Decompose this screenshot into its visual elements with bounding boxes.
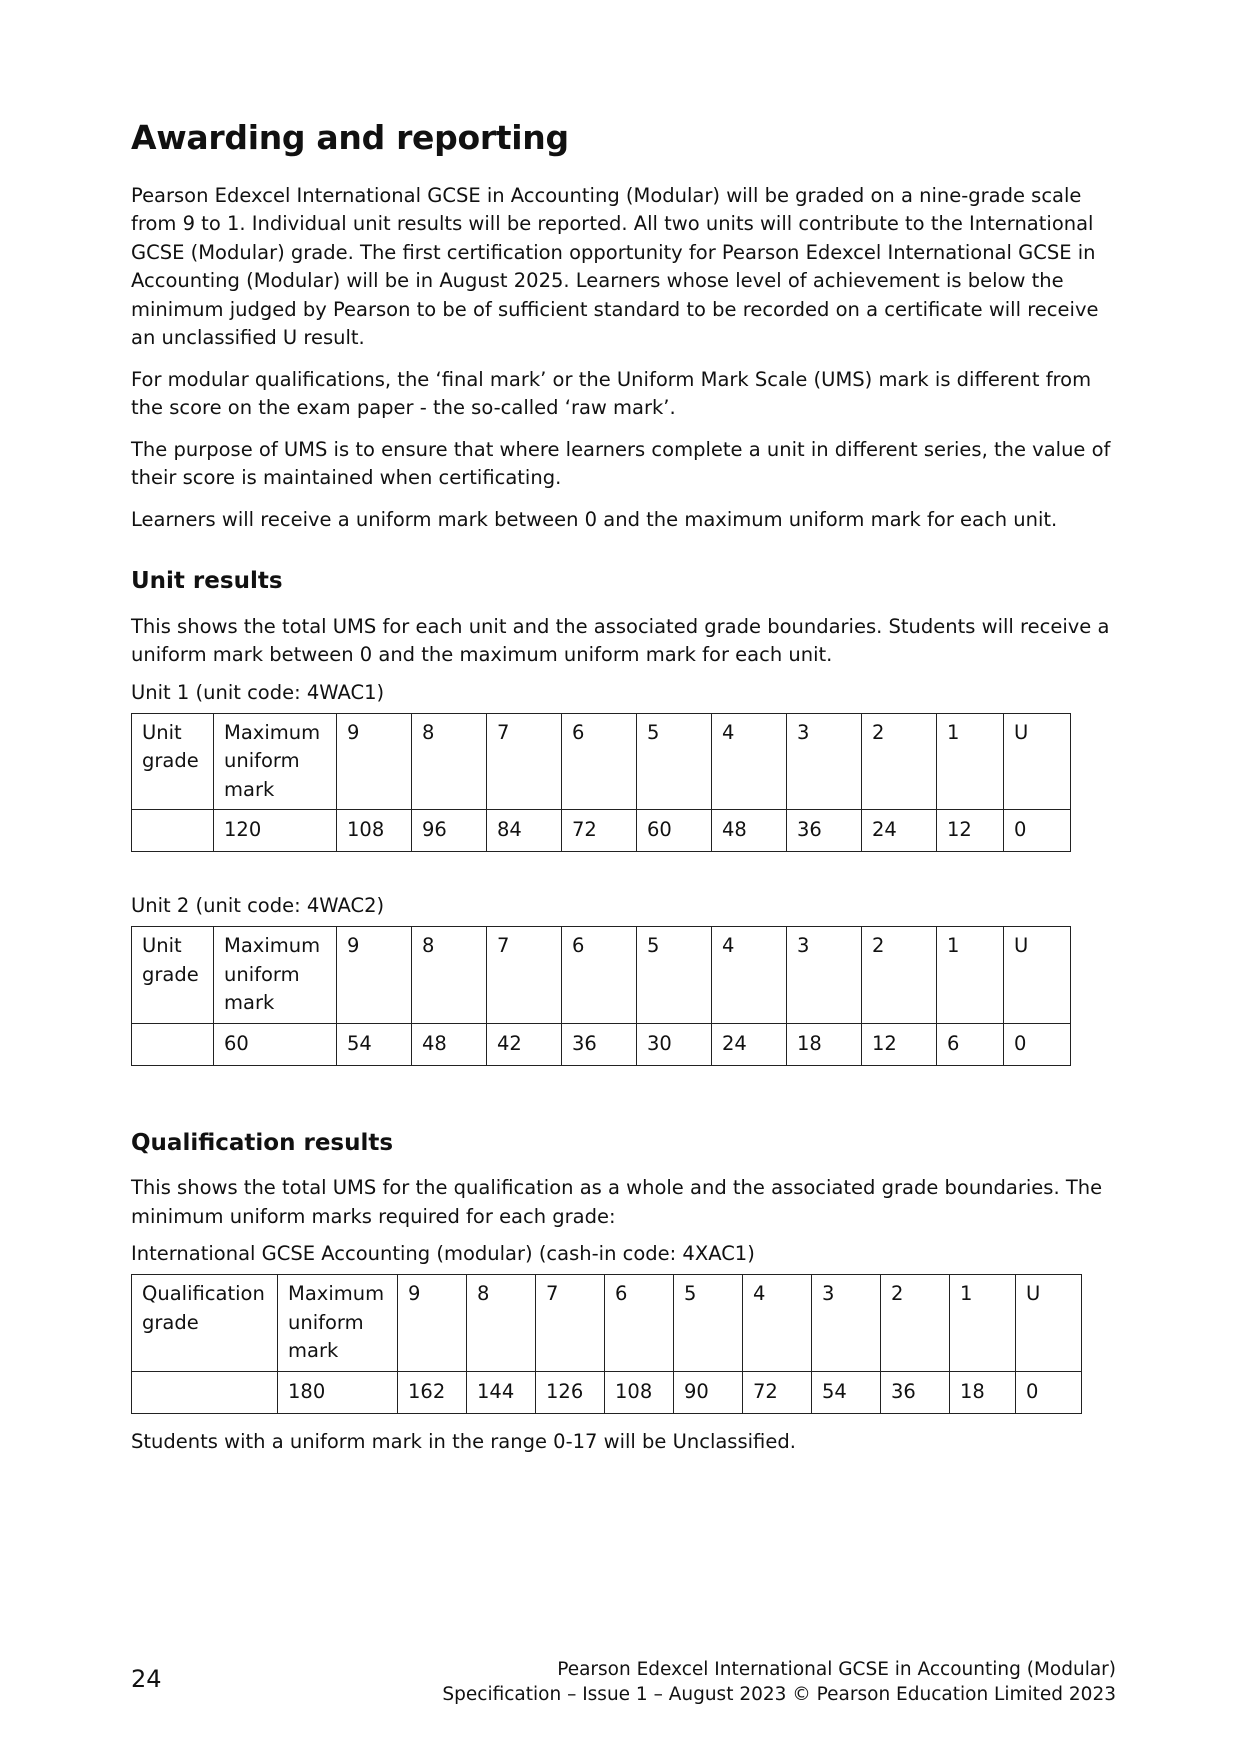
grade-label-cell: Unit grade [132, 713, 214, 810]
table-row [132, 1371, 1082, 1413]
qualification-results-intro: This shows the total UMS for the qualification as a whole and the associated grade boundaries. The minimum uniform marks required for each grade: [131, 1176, 1103, 1228]
table-row [132, 810, 1071, 852]
max-label-cell: Maximum uniform mark [214, 713, 337, 810]
mark-cell: 6 [937, 1023, 1004, 1065]
unit2-caption: Unit 2 (unit code: 4WAC2) [131, 894, 385, 918]
mark-cell: 12 [862, 1023, 937, 1065]
grade-cell: 9 [337, 927, 412, 1024]
mark-cell: 84 [487, 810, 562, 852]
mark-cell: 18 [950, 1371, 1016, 1413]
grade-cell: 7 [487, 927, 562, 1024]
grade-cell: U [1004, 927, 1071, 1024]
intro-paragraph: Pearson Edexcel International GCSE in Accounting (Modular) will be graded on a nine-grade scale from 9 to 1. Individual unit results will be reported. All two units will contribute to the International GCSE (Modular) grade. The first certification opportunity for Pearson Edexcel International GCSE in Accounting (Modular) will be in August 2025. Learners whose level of achievement is below the minimum judged by Pearson to be of sufficient standard to be recorded on a certificate will receive an unclassified U result. [131, 183, 1099, 350]
mark-cell: 60 [637, 810, 712, 852]
unclassified-note: Students with a uniform mark in the range 0-17 will be Unclassified. [131, 1429, 796, 1453]
mark-cell: 108 [337, 810, 412, 852]
mark-cell: 42 [487, 1023, 562, 1065]
mark-cell: 18 [787, 1023, 862, 1065]
grade-cell: 1 [937, 713, 1004, 810]
grade-cell: 7 [536, 1275, 605, 1372]
mark-cell: 126 [536, 1371, 605, 1413]
empty-cell [132, 1023, 214, 1065]
grade-cell: 1 [937, 927, 1004, 1024]
purpose-paragraph: The purpose of UMS is to ensure that where learners complete a unit in different series, the value of their score is maintained when certificating. [131, 437, 1111, 490]
grade-cell: 6 [562, 713, 637, 810]
grade-cell: 1 [950, 1275, 1016, 1372]
mark-cell: 144 [467, 1371, 536, 1413]
footer-line-1: Pearson Edexcel International GCSE in Accounting (Modular) [557, 1659, 1116, 1680]
mark-cell: 96 [412, 810, 487, 852]
max-label-cell: Maximum uniform mark [278, 1275, 398, 1372]
grade-cell: 7 [487, 713, 562, 810]
page-number: 24 [131, 1665, 162, 1693]
mark-cell: 90 [674, 1371, 743, 1413]
max-mark-cell: 60 [214, 1023, 337, 1065]
mark-cell: 0 [1004, 810, 1071, 852]
unit1-caption: Unit 1 (unit code: 4WAC1) [131, 680, 385, 704]
grade-cell: 4 [743, 1275, 812, 1372]
mark-cell: 108 [605, 1371, 674, 1413]
max-mark-cell: 180 [278, 1371, 398, 1413]
page-content [131, 118, 1111, 1469]
mark-cell: 36 [881, 1371, 950, 1413]
grade-cell: 3 [787, 713, 862, 810]
grade-cell: 2 [881, 1275, 950, 1372]
table-header-row [132, 927, 1071, 1024]
max-label-cell: Maximum uniform mark [214, 927, 337, 1024]
grade-cell: 8 [467, 1275, 536, 1372]
grade-cell: 4 [712, 927, 787, 1024]
qualification-results-heading: Qualification results [131, 1129, 394, 1156]
mark-cell: 0 [1016, 1371, 1082, 1413]
grade-cell: 8 [412, 713, 487, 810]
uniform-mark-paragraph: Learners will receive a uniform mark between 0 and the maximum uniform mark for each unit. [131, 507, 1058, 531]
grade-cell: 9 [398, 1275, 467, 1372]
ums-paragraph: For modular qualifications, the ‘final mark’ or the Uniform Mark Scale (UMS) mark is different from the score on the exam paper - the so-called ‘raw mark’. [131, 367, 1092, 420]
mark-cell: 48 [712, 810, 787, 852]
grade-cell: 3 [787, 927, 862, 1024]
mark-cell: 24 [712, 1023, 787, 1065]
mark-cell: 12 [937, 810, 1004, 852]
qualification-table [131, 1274, 1082, 1414]
grade-cell: 5 [637, 927, 712, 1024]
mark-cell: 54 [337, 1023, 412, 1065]
mark-cell: 36 [562, 1023, 637, 1065]
table-header-row [132, 713, 1071, 810]
empty-cell [132, 1371, 278, 1413]
empty-cell [132, 810, 214, 852]
table-row [132, 1023, 1071, 1065]
grade-cell: 5 [674, 1275, 743, 1372]
grade-cell: 6 [605, 1275, 674, 1372]
mark-cell: 36 [787, 810, 862, 852]
mark-cell: 0 [1004, 1023, 1071, 1065]
footer-text [442, 1657, 1116, 1707]
mark-cell: 48 [412, 1023, 487, 1065]
grade-cell: U [1016, 1275, 1082, 1372]
grade-cell: 2 [862, 713, 937, 810]
grade-cell: 6 [562, 927, 637, 1024]
grade-cell: 8 [412, 927, 487, 1024]
max-mark-cell: 120 [214, 810, 337, 852]
qualification-caption: International GCSE Accounting (modular) (cash-in code: 4XAC1) [131, 1242, 755, 1266]
unit1-table [131, 713, 1071, 853]
grade-cell: U [1004, 713, 1071, 810]
unit-results-heading: Unit results [131, 568, 283, 595]
unit-results-intro: This shows the total UMS for each unit and the associated grade boundaries. Students will receive a uniform mark between 0 and the maximum uniform mark for each unit. [131, 614, 1110, 667]
mark-cell: 30 [637, 1023, 712, 1065]
grade-cell: 4 [712, 713, 787, 810]
footer-line-2: Specification – Issue 1 – August 2023 © Pearson Education Limited 2023 [442, 1684, 1116, 1705]
page-title: Awarding and reporting [131, 118, 569, 157]
mark-cell: 54 [812, 1371, 881, 1413]
mark-cell: 72 [743, 1371, 812, 1413]
grade-cell: 5 [637, 713, 712, 810]
mark-cell: 72 [562, 810, 637, 852]
table-header-row [132, 1275, 1082, 1372]
unit2-table [131, 926, 1071, 1066]
grade-cell: 9 [337, 713, 412, 810]
mark-cell: 162 [398, 1371, 467, 1413]
grade-cell: 2 [862, 927, 937, 1024]
grade-label-cell: Unit grade [132, 927, 214, 1024]
grade-label-cell: Qualification grade [132, 1275, 278, 1372]
mark-cell: 24 [862, 810, 937, 852]
grade-cell: 3 [812, 1275, 881, 1372]
